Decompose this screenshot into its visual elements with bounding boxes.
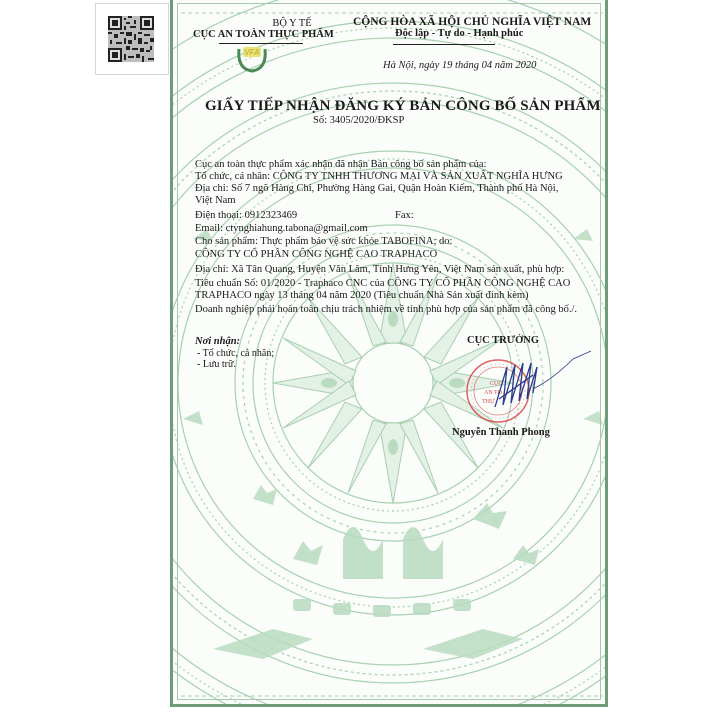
body-line: Cho sản phẩm: Thực phẩm bảo vệ sức khỏe TABOFINA; do: — [195, 236, 453, 247]
recipient-item: - Tổ chức, cá nhân; — [197, 348, 275, 359]
body-line: CÔNG TY CỔ PHẦN CÔNG NGHỆ CAO TRAPHACO — [195, 249, 438, 260]
body-line: Email: ctynghiahung.tabona@gmail.com — [195, 223, 368, 234]
signature-icon — [473, 349, 593, 419]
body-line: Cục an toàn thực phẩm xác nhận đã nhận Bản công bố sản phẩm của: — [195, 159, 487, 170]
body-line: Địa chỉ: Xã Tân Quang, Huyện Văn Lâm, Tỉnh Hưng Yên, Việt Nam sản xuất, phù hợp: — [195, 264, 565, 275]
body-line: Tổ chức, cá nhân: CÔNG TY TNHH THƯƠNG MẠI VÀ SẢN XUẤT NGHĨA HƯNG — [195, 171, 563, 182]
header-underline-right — [393, 44, 495, 45]
ministry-name: BỘ Y TẾ — [272, 18, 312, 29]
qr-code-icon — [108, 16, 154, 62]
body-line: Tiêu chuẩn Số: 01/2020 - Traphaco CNC của CÔNG TY CỔ PHẦN CÔNG NGHỆ CAO — [195, 278, 571, 289]
department-name: CỤC AN TOÀN THỰC PHẨM — [193, 29, 334, 40]
document-number: Số: 3405/2020/ĐKSP — [313, 115, 405, 126]
signer-title: CỤC TRƯỞNG — [467, 335, 540, 346]
document-title: GIẤY TIẾP NHẬN ĐĂNG KÝ BẢN CÔNG BỐ SẢN PHẨM — [205, 98, 601, 114]
certificate-document — [170, 0, 608, 707]
body-line: Việt Nam — [195, 195, 236, 206]
svg-text:THỰ: THỰ — [482, 399, 495, 405]
country-name: CỘNG HÒA XÃ HỘI CHỦ NGHĨA VIỆT NAM — [353, 16, 592, 28]
issue-date: Hà Nội, ngày 19 tháng 04 năm 2020 — [383, 60, 537, 71]
body-line: Điện thoại: 0912323469 — [195, 210, 298, 221]
body-line: Doanh nghiệp phải hoàn toàn chịu trách nhiệm về tính phù hợp của sản phẩm đã công bố./. — [195, 304, 577, 315]
svg-text:CỤC: CỤC — [490, 381, 503, 387]
signer-name: Nguyễn Thanh Phong — [452, 427, 550, 438]
body-line: TRAPHACO ngày 13 tháng 04 năm 2020 (Tiêu chuẩn Nhà Sản xuất đính kèm) — [195, 290, 529, 301]
recipients-title: Nơi nhận: — [195, 336, 241, 347]
vfa-logo-icon — [235, 43, 269, 73]
body-line: Địa chỉ: Số 7 ngõ Hàng Chỉ, Phường Hàng Gai, Quận Hoàn Kiếm, Thành phố Hà Nội, — [195, 183, 559, 194]
recipient-item: - Lưu trữ. — [197, 359, 236, 370]
svg-text:AN TO: AN TO — [484, 390, 502, 396]
fax-label: Fax: — [395, 210, 414, 221]
qr-code-box — [95, 3, 169, 75]
svg-text:VFA: VFA — [244, 48, 260, 57]
national-motto: Độc lập - Tự do - Hạnh phúc — [395, 28, 524, 39]
